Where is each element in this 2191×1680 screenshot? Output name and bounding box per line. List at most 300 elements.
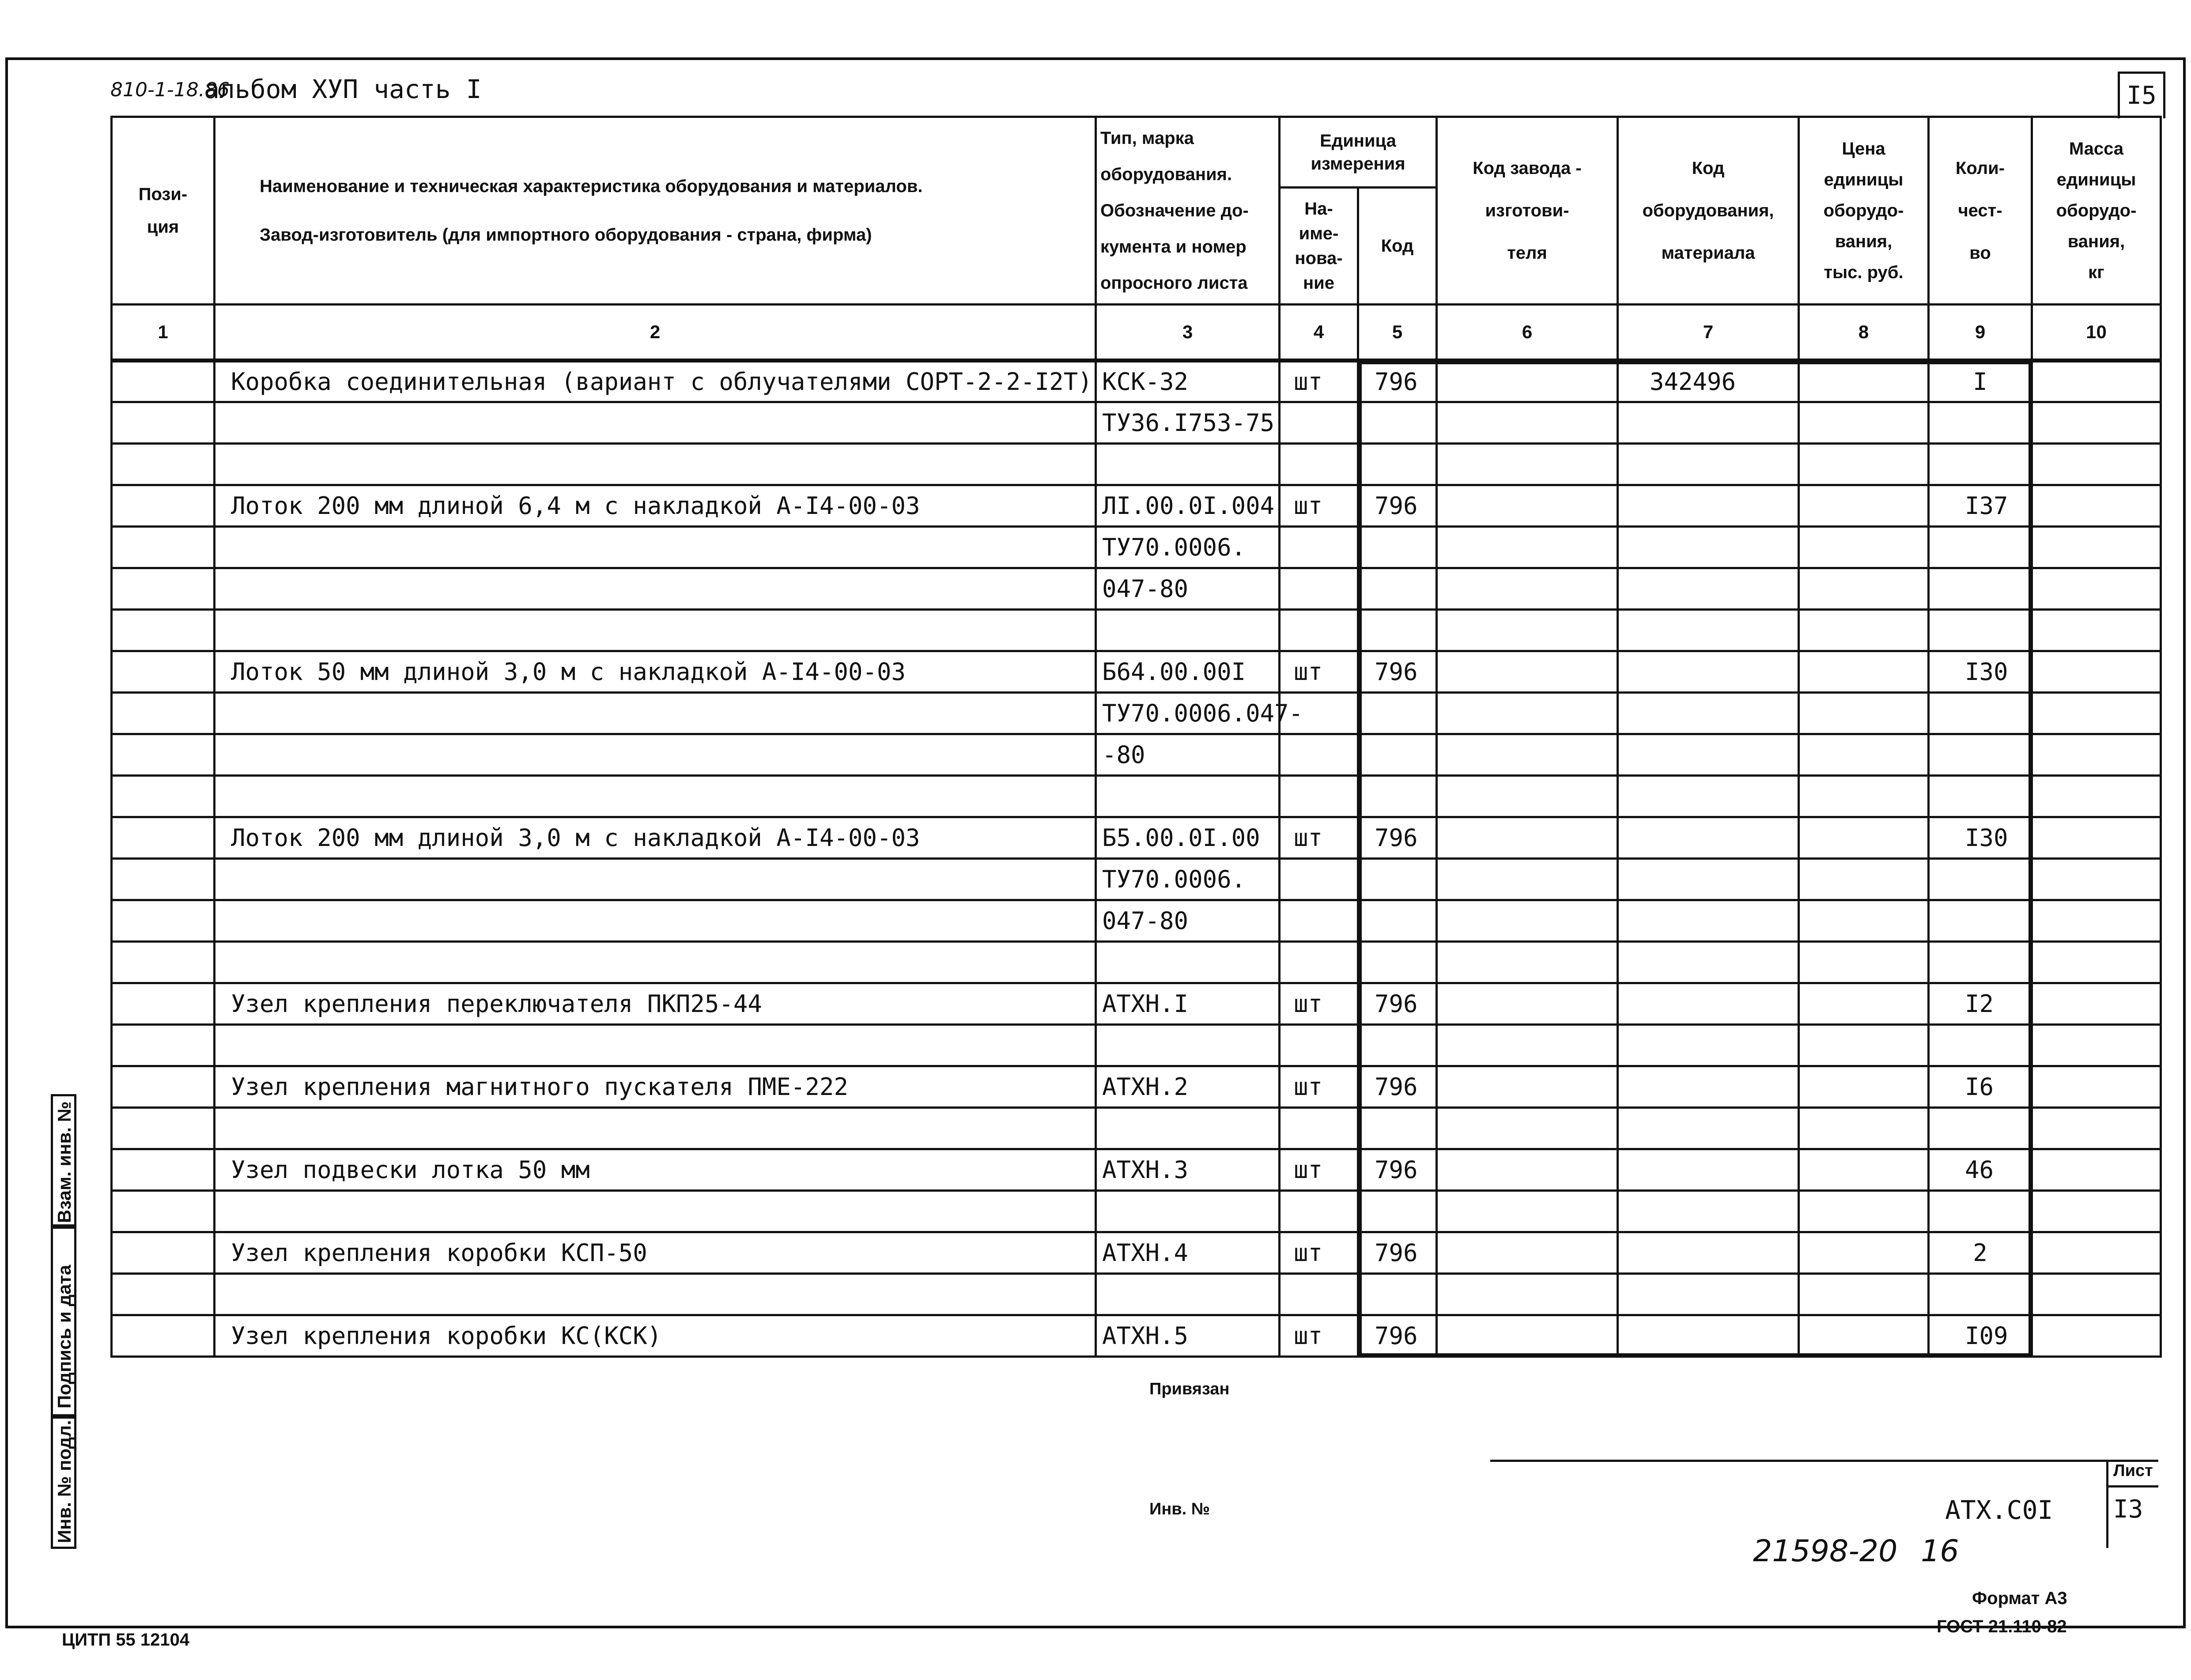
equipment-code-cell [1618, 1232, 1799, 1274]
name-cell: Узел подвески лотка 50 мм [215, 1149, 1096, 1191]
col-header-name [215, 117, 1096, 305]
price-cell [1799, 859, 1929, 900]
price-cell [1799, 1025, 1929, 1066]
equipment-code-cell [1618, 734, 1799, 776]
type-cell: АТХН.3 [1096, 1149, 1280, 1191]
equipment-code-cell [1618, 1274, 1799, 1315]
type-cell: 047-80 [1096, 568, 1280, 610]
price-cell [1799, 1191, 1929, 1232]
quantity-cell [1929, 859, 2032, 900]
name-cell: Узел крепления коробки КСП-50 [215, 1232, 1096, 1274]
mass-cell [2032, 817, 2161, 859]
quantity-cell: 46 [1929, 1149, 2032, 1191]
plant-code-cell [1437, 444, 1618, 485]
equipment-code-cell [1618, 444, 1799, 485]
type-cell [1096, 1108, 1280, 1149]
col-header-type: Тип, марка оборудования. Обозначение до- кумента и номер опросного листа [1096, 117, 1280, 305]
unit-code-cell [1358, 942, 1437, 983]
type-cell [1096, 942, 1280, 983]
price-cell [1799, 983, 1929, 1025]
name-cell: Лоток 200 мм длиной 3,0 м с накладкой А-I4-00-03 [215, 817, 1096, 859]
position-cell [112, 1108, 215, 1149]
unit-cell [1280, 942, 1358, 983]
type-cell: Б5.00.0I.00 [1096, 817, 1280, 859]
equipment-code-cell [1618, 942, 1799, 983]
unit-code-cell: 796 [1358, 361, 1437, 402]
table-row [112, 568, 2161, 610]
unit-cell [1280, 776, 1358, 817]
quantity-cell [1929, 734, 2032, 776]
col-number: 3 [1096, 305, 1280, 361]
name-cell [215, 610, 1096, 651]
quantity-cell [1929, 402, 2032, 444]
unit-cell: шт [1280, 1232, 1358, 1274]
col-number: 8 [1799, 305, 1929, 361]
unit-code-cell: 796 [1358, 1315, 1437, 1357]
name-cell [215, 402, 1096, 444]
unit-cell: шт [1280, 361, 1358, 402]
unit-cell [1280, 568, 1358, 610]
equipment-code-cell [1618, 485, 1799, 527]
position-cell [112, 693, 215, 734]
equipment-code-cell [1618, 1025, 1799, 1066]
quantity-cell [1929, 1274, 2032, 1315]
price-cell [1799, 402, 1929, 444]
price-cell [1799, 485, 1929, 527]
equipment-code-cell [1618, 817, 1799, 859]
price-cell [1799, 527, 1929, 568]
unit-code-cell [1358, 527, 1437, 568]
unit-code-cell [1358, 568, 1437, 610]
gost-label: ГОСТ 21.110-82 [1937, 1617, 2067, 1636]
type-cell: ТУ70.0006.047- [1096, 693, 1280, 734]
table-row [112, 402, 2161, 444]
position-cell [112, 485, 215, 527]
mass-cell [2032, 402, 2161, 444]
col-number: 5 [1358, 305, 1437, 361]
quantity-cell [1929, 776, 2032, 817]
col-header-plant-code: Код завода - изготови- теля [1437, 117, 1618, 305]
position-cell [112, 568, 215, 610]
position-cell [112, 1274, 215, 1315]
plant-code-cell [1437, 361, 1618, 402]
mass-cell [2032, 983, 2161, 1025]
album-handwritten-code: 810-1-18.86 [110, 79, 230, 101]
equipment-code-cell [1618, 402, 1799, 444]
tsitp-label: ЦИТП 55 12104 [62, 1630, 190, 1650]
type-cell: 047-80 [1096, 900, 1280, 942]
col-header-name-line1: Наименование и техническая характеристика оборудования и материалов. [260, 177, 923, 196]
table-row [112, 1149, 2161, 1191]
unit-cell [1280, 900, 1358, 942]
position-cell [112, 776, 215, 817]
unit-code-cell [1358, 900, 1437, 942]
column-number-row [112, 305, 2161, 361]
equipment-code-cell [1618, 527, 1799, 568]
equipment-code-cell [1618, 610, 1799, 651]
name-cell: Лоток 50 мм длиной 3,0 м с накладкой А-I4-00-03 [215, 651, 1096, 693]
price-cell [1799, 361, 1929, 402]
price-cell [1799, 1315, 1929, 1357]
type-cell: ЛI.00.0I.004 [1096, 485, 1280, 527]
quantity-cell [1929, 444, 2032, 485]
table-row [112, 651, 2161, 693]
name-cell [215, 1274, 1096, 1315]
table-row [112, 610, 2161, 651]
price-cell [1799, 900, 1929, 942]
mass-cell [2032, 1108, 2161, 1149]
plant-code-cell [1437, 734, 1618, 776]
position-cell [112, 610, 215, 651]
table-row [112, 693, 2161, 734]
specification-table [110, 116, 2162, 1358]
plant-code-cell [1437, 485, 1618, 527]
price-cell [1799, 1274, 1929, 1315]
quantity-cell: I30 [1929, 817, 2032, 859]
plant-code-cell [1437, 859, 1618, 900]
plant-code-cell [1437, 1315, 1618, 1357]
unit-cell [1280, 527, 1358, 568]
mass-cell [2032, 942, 2161, 983]
price-cell [1799, 1149, 1929, 1191]
price-cell [1799, 444, 1929, 485]
col-header-price: Цена единицы оборудо- вания, тыс. руб. [1799, 117, 1929, 305]
page-number-box [2118, 72, 2165, 118]
unit-code-cell: 796 [1358, 651, 1437, 693]
position-cell [112, 817, 215, 859]
sheet-number: I3 [2113, 1495, 2143, 1524]
plant-code-cell [1437, 1149, 1618, 1191]
unit-cell [1280, 1108, 1358, 1149]
equipment-code-cell [1618, 1108, 1799, 1149]
mass-cell [2032, 734, 2161, 776]
table-row [112, 734, 2161, 776]
price-cell [1799, 817, 1929, 859]
name-cell: Узел крепления переключателя ПКП25-44 [215, 983, 1096, 1025]
document-designation: АТХ.С0I [1945, 1495, 2053, 1525]
stamp-inv-no: Инв. № [1149, 1500, 1210, 1518]
unit-cell [1280, 1274, 1358, 1315]
unit-code-cell: 796 [1358, 983, 1437, 1025]
unit-code-cell [1358, 859, 1437, 900]
title-block-sheet-line [2106, 1485, 2158, 1487]
specification-body [112, 361, 2161, 1357]
position-cell [112, 444, 215, 485]
table-row [112, 1191, 2161, 1232]
type-cell: Б64.00.00I [1096, 651, 1280, 693]
quantity-cell: I6 [1929, 1066, 2032, 1108]
mass-cell [2032, 568, 2161, 610]
unit-code-cell: 796 [1358, 817, 1437, 859]
type-cell: -80 [1096, 734, 1280, 776]
unit-cell: шт [1280, 651, 1358, 693]
mass-cell [2032, 900, 2161, 942]
equipment-code-cell: 342496 [1618, 361, 1799, 402]
unit-code-cell [1358, 1191, 1437, 1232]
col-number: 10 [2032, 305, 2161, 361]
plant-code-cell [1437, 402, 1618, 444]
plant-code-cell [1437, 1108, 1618, 1149]
unit-cell [1280, 610, 1358, 651]
unit-cell [1280, 859, 1358, 900]
type-cell: ТУ70.0006. [1096, 527, 1280, 568]
table-row [112, 983, 2161, 1025]
plant-code-cell [1437, 1232, 1618, 1274]
equipment-code-cell [1618, 1191, 1799, 1232]
unit-cell [1280, 1191, 1358, 1232]
equipment-code-cell [1618, 859, 1799, 900]
sheet-label: Лист [2113, 1461, 2153, 1480]
col-header-unit-code: Код [1358, 188, 1437, 305]
quantity-cell: I [1929, 361, 2032, 402]
name-cell [215, 527, 1096, 568]
name-cell [215, 734, 1096, 776]
unit-code-cell [1358, 402, 1437, 444]
position-cell [112, 361, 215, 402]
price-cell [1799, 568, 1929, 610]
name-cell [215, 693, 1096, 734]
unit-cell: шт [1280, 485, 1358, 527]
col-number: 1 [112, 305, 215, 361]
type-cell: АТХН.4 [1096, 1232, 1280, 1274]
equipment-code-cell [1618, 900, 1799, 942]
mass-cell [2032, 1315, 2161, 1357]
col-header-name-line2: Завод-изготовитель (для импортного оборудования - страна, фирма) [260, 225, 872, 245]
price-cell [1799, 610, 1929, 651]
name-cell: Лоток 200 мм длиной 6,4 м с накладкой А-I4-00-03 [215, 485, 1096, 527]
table-row [112, 1232, 2161, 1274]
col-number: 6 [1437, 305, 1618, 361]
side-stamp-podpis-label: Подпись и дата [54, 1265, 75, 1408]
unit-cell: шт [1280, 1315, 1358, 1357]
unit-cell: шт [1280, 983, 1358, 1025]
mass-cell [2032, 693, 2161, 734]
unit-cell: шт [1280, 1149, 1358, 1191]
unit-cell [1280, 402, 1358, 444]
quantity-cell: I30 [1929, 651, 2032, 693]
mass-cell [2032, 610, 2161, 651]
quantity-cell [1929, 1191, 2032, 1232]
name-cell [215, 1108, 1096, 1149]
table-row [112, 1025, 2161, 1066]
equipment-code-cell [1618, 1315, 1799, 1357]
plant-code-cell [1437, 693, 1618, 734]
table-row [112, 900, 2161, 942]
col-number: 9 [1929, 305, 2032, 361]
mass-cell [2032, 1232, 2161, 1274]
name-cell [215, 1191, 1096, 1232]
mass-cell [2032, 485, 2161, 527]
table-row [112, 444, 2161, 485]
side-stamp-inv-label: Инв. № подл. [54, 1420, 75, 1543]
plant-code-cell [1437, 1274, 1618, 1315]
unit-code-cell [1358, 776, 1437, 817]
position-cell [112, 734, 215, 776]
type-cell [1096, 610, 1280, 651]
price-cell [1799, 1066, 1929, 1108]
name-cell [215, 1025, 1096, 1066]
unit-code-cell [1358, 693, 1437, 734]
quantity-cell [1929, 693, 2032, 734]
mass-cell [2032, 1149, 2161, 1191]
type-cell: КСК-32 [1096, 361, 1280, 402]
plant-code-cell [1437, 942, 1618, 983]
unit-code-cell: 796 [1358, 1232, 1437, 1274]
type-cell [1096, 1191, 1280, 1232]
name-cell: Коробка соединительная (вариант с облучателями СОРТ-2-2-I2Т) [215, 361, 1096, 402]
col-header-unit-name: На- име- нова- ние [1280, 188, 1358, 305]
price-cell [1799, 693, 1929, 734]
equipment-code-cell [1618, 693, 1799, 734]
table-row [112, 527, 2161, 568]
unit-code-cell [1358, 1108, 1437, 1149]
equipment-code-cell [1618, 776, 1799, 817]
position-cell [112, 651, 215, 693]
quantity-cell [1929, 568, 2032, 610]
col-header-quantity: Коли- чест- во [1929, 117, 2032, 305]
table-row [112, 361, 2161, 402]
quantity-cell: I09 [1929, 1315, 2032, 1357]
plant-code-cell [1437, 1025, 1618, 1066]
unit-code-cell [1358, 1025, 1437, 1066]
plant-code-cell [1437, 1066, 1618, 1108]
unit-code-cell: 796 [1358, 1066, 1437, 1108]
position-cell [112, 983, 215, 1025]
mass-cell [2032, 1191, 2161, 1232]
table-row [112, 942, 2161, 983]
plant-code-cell [1437, 983, 1618, 1025]
name-cell [215, 568, 1096, 610]
col-header-position: Пози- ция [112, 117, 215, 305]
mass-cell [2032, 361, 2161, 402]
type-cell [1096, 444, 1280, 485]
plant-code-cell [1437, 610, 1618, 651]
position-cell [112, 859, 215, 900]
position-cell [112, 1232, 215, 1274]
col-number: 2 [215, 305, 1096, 361]
price-cell [1799, 1232, 1929, 1274]
position-cell [112, 942, 215, 983]
type-cell [1096, 1274, 1280, 1315]
position-cell [112, 1025, 215, 1066]
quantity-cell [1929, 1025, 2032, 1066]
name-cell [215, 859, 1096, 900]
page-number: I5 [2127, 81, 2157, 110]
table-row [112, 817, 2161, 859]
table-row [112, 1108, 2161, 1149]
equipment-code-cell [1618, 983, 1799, 1025]
type-cell [1096, 776, 1280, 817]
handwritten-number: 21598-20 [1753, 1534, 1898, 1569]
type-cell: ТУ36.I753-75 [1096, 402, 1280, 444]
quantity-cell [1929, 1108, 2032, 1149]
side-stamp-vzam-label: Взам. инв. № [54, 1101, 75, 1223]
table-row [112, 859, 2161, 900]
name-cell [215, 942, 1096, 983]
quantity-cell [1929, 900, 2032, 942]
mass-cell [2032, 444, 2161, 485]
mass-cell [2032, 859, 2161, 900]
type-cell: АТХН.I [1096, 983, 1280, 1025]
plant-code-cell [1437, 527, 1618, 568]
col-header-unit: Единица измерения [1280, 117, 1437, 188]
price-cell [1799, 1108, 1929, 1149]
col-number: 4 [1280, 305, 1358, 361]
type-cell [1096, 1025, 1280, 1066]
name-cell: Узел крепления магнитного пускателя ПМЕ-222 [215, 1066, 1096, 1108]
name-cell [215, 444, 1096, 485]
mass-cell [2032, 651, 2161, 693]
equipment-code-cell [1618, 1149, 1799, 1191]
unit-code-cell [1358, 1274, 1437, 1315]
binding-stamp [1146, 1380, 1490, 1524]
plant-code-cell [1437, 1191, 1618, 1232]
table-row [112, 1274, 2161, 1315]
position-cell [112, 900, 215, 942]
table-row [112, 1066, 2161, 1108]
mass-cell [2032, 1025, 2161, 1066]
price-cell [1799, 942, 1929, 983]
mass-cell [2032, 527, 2161, 568]
type-cell: АТХН.2 [1096, 1066, 1280, 1108]
type-cell: ТУ70.0006. [1096, 859, 1280, 900]
position-cell [112, 527, 215, 568]
quantity-cell: I2 [1929, 983, 2032, 1025]
quantity-cell [1929, 527, 2032, 568]
unit-cell: шт [1280, 817, 1358, 859]
mass-cell [2032, 1274, 2161, 1315]
plant-code-cell [1437, 651, 1618, 693]
title-block-top-line [1490, 1460, 2158, 1462]
type-cell: АТХН.5 [1096, 1315, 1280, 1357]
col-header-equipment-code: Код оборудования, материала [1618, 117, 1799, 305]
unit-code-cell [1358, 444, 1437, 485]
unit-cell [1280, 1025, 1358, 1066]
equipment-code-cell [1618, 651, 1799, 693]
unit-code-cell [1358, 734, 1437, 776]
table-row [112, 485, 2161, 527]
quantity-cell: I37 [1929, 485, 2032, 527]
unit-code-cell [1358, 610, 1437, 651]
equipment-code-cell [1618, 1066, 1799, 1108]
name-cell [215, 776, 1096, 817]
plant-code-cell [1437, 817, 1618, 859]
position-cell [112, 1066, 215, 1108]
position-cell [112, 1149, 215, 1191]
unit-cell: шт [1280, 1066, 1358, 1108]
unit-code-cell: 796 [1358, 485, 1437, 527]
quantity-cell [1929, 610, 2032, 651]
unit-cell [1280, 444, 1358, 485]
plant-code-cell [1437, 900, 1618, 942]
name-cell [215, 900, 1096, 942]
title-block-divider [2106, 1460, 2108, 1548]
col-number: 7 [1618, 305, 1799, 361]
handwritten-sheet: 16 [1921, 1534, 1959, 1569]
position-cell [112, 402, 215, 444]
stamp-privyazan: Привязан [1149, 1380, 1230, 1398]
mass-cell [2032, 776, 2161, 817]
table-row [112, 1315, 2161, 1357]
position-cell [112, 1191, 215, 1232]
name-cell: Узел крепления коробки КС(КСК) [215, 1315, 1096, 1357]
col-header-mass: Масса единицы оборудо- вания, кг [2032, 117, 2161, 305]
album-title: альбом ХУП часть I [204, 74, 482, 104]
price-cell [1799, 734, 1929, 776]
quantity-cell [1929, 942, 2032, 983]
unit-code-cell: 796 [1358, 1149, 1437, 1191]
position-cell [112, 1315, 215, 1357]
